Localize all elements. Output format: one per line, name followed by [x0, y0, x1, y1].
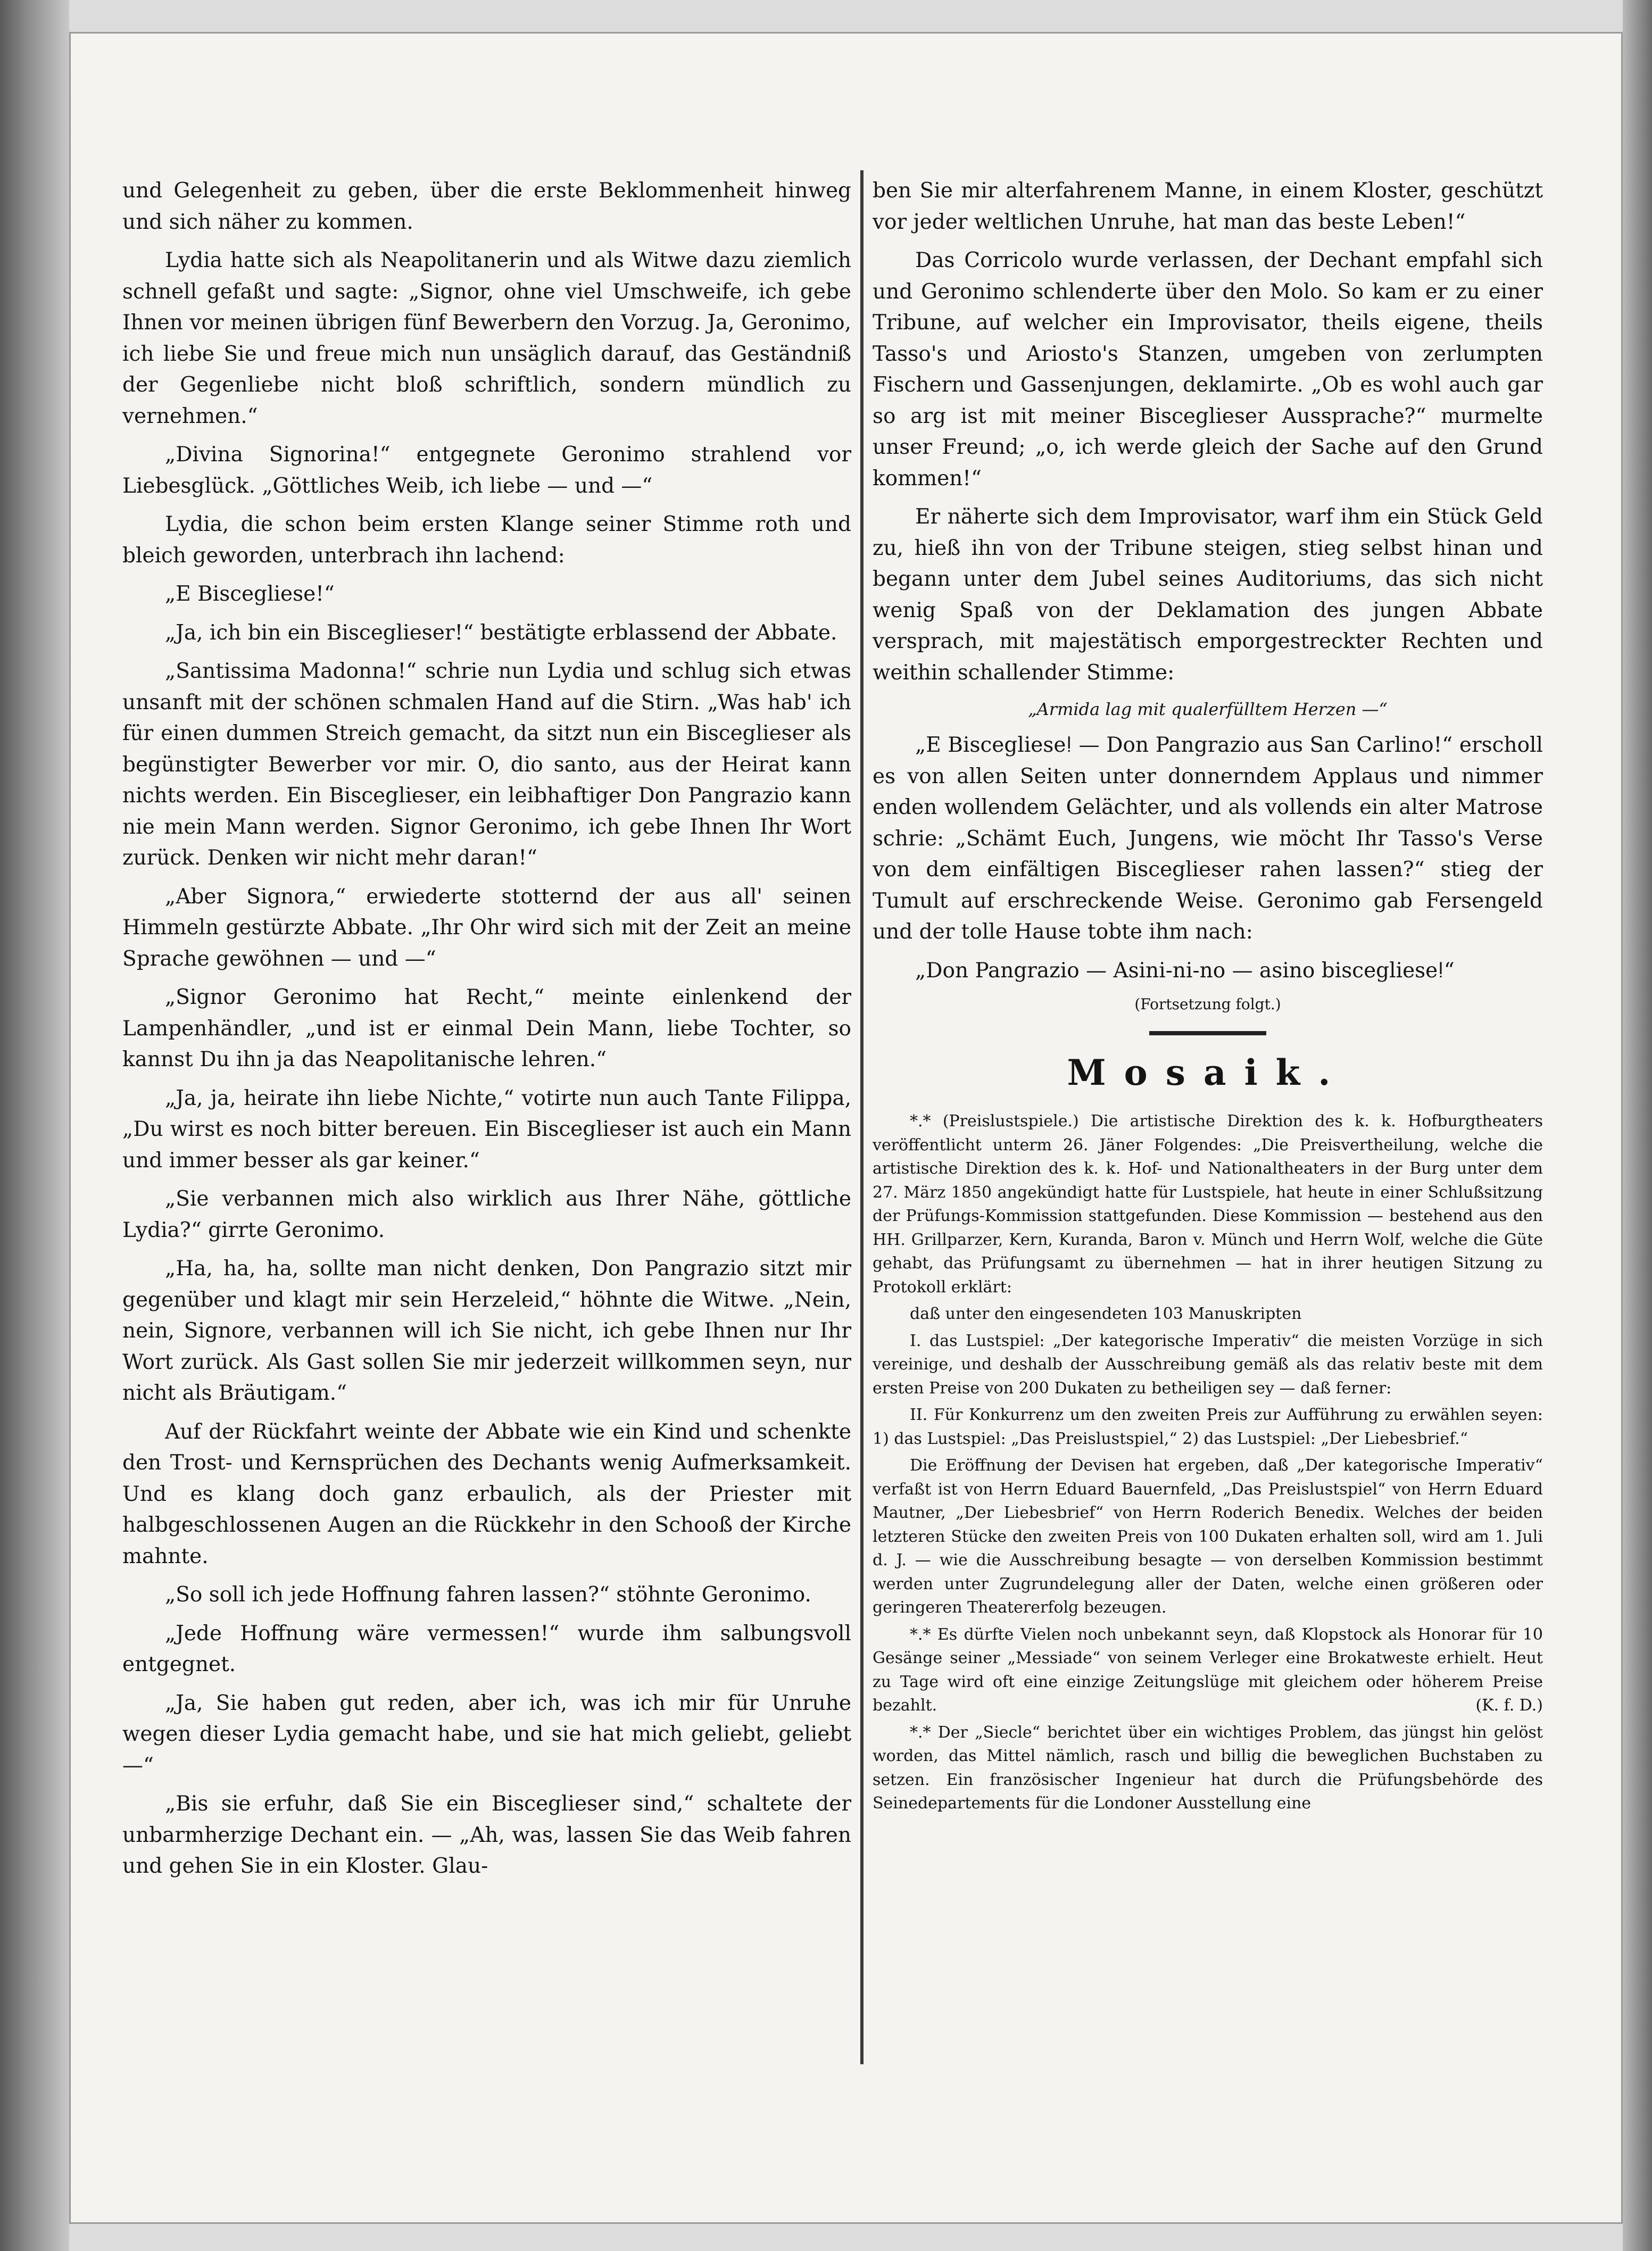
paragraph: „Signor Geronimo hat Recht,“ meinte einlenkend der Lampenhändler, „und ist er einmal Dein Mann, liebe Tochter, so kannst Du ihn ja das Neapolitanische lehren.“	[122, 985, 851, 1071]
paragraph: „Don Pangrazio — Asini-ni-no — asino bisceglieseǃ“	[915, 958, 1455, 983]
mosaic-item-text: *.* Es dürfte Vielen noch unbekannt seyn, daß Klopstock als Honorar für 10 Gesänge seiner „Messiade“ von seinem Verleger eine Brokatweste erhielt. Heut zu Tage wird oft eine einzige Zeitungslüge mit gleichem oder höherem Preise bezahlt.	[873, 1625, 1543, 1715]
paragraph: „Santissima Madonna!“ schrie nun Lydia und schlug sich etwas unsanft mit der schönen schmalen Hand auf die Stirn. „Was hab' ich für einen dummen Streich gemacht, da sitzt nun ein Bisceglieser als begünstigter Bewerber vor mir. O, dio santo, aus der Heirat kann nichts werden. Ein Bisceglieser, ein leibhaftiger Don Pangrazio kann nie mein Mann werden. Signor Geronimo, ich gebe Ihnen Ihr Wort zurück. Denken wir nicht mehr daran!“	[122, 659, 851, 870]
paragraph: „Ja, ja, heirate ihn liebe Nichte,“ votirte nun auch Tante Filippa, „Du wirst es noch bitter bereuen. Ein Bisceglieser ist auch ein Mann und immer besser als gar keiner.“	[122, 1086, 851, 1173]
column-divider	[860, 170, 864, 2064]
paragraph: ben Sie mir alterfahrenem Manne, in einem Kloster, geschützt vor jeder weltlichen Unruhe, hat man das beste Leben!“	[873, 179, 1543, 234]
paragraph: „Jede Hoffnung wäre vermessen!“ wurde ihm salbungsvoll entgegnet.	[122, 1621, 851, 1676]
mosaic-item: daß unter den eingesendeten 103 Manuskripten	[910, 1305, 1302, 1323]
paragraph: Auf der Rückfahrt weinte der Abbate wie ein Kind und schenkte den Trost- und Kernsprüchen des Dechants wenig Aufmerksamkeit. Und es klang doch ganz erbaulich, als der Priester mit halbgeschlossenen Augen an die Rückkehr in den Schooß der Kirche mahnte.	[122, 1419, 851, 1568]
mosaic-item: *.* (Preislustspiele.) Die artistische Direktion des k. k. Hofburgtheaters veröffentlicht unterm 26. Jäner Folgendes: „Die Preisvertheilung, welche die artistische Direktion des k. k. Hof- und Nationaltheaters in der Burg unter dem 27. März 1850 angekündigt hatte für Lustspiele, hat heute in einer Schlußsitzung der Prüfungs-Kommission stattgefunden. Diese Kommission — bestehend aus den HH. Grillparzer, Kern, Kuranda, Baron v. Münch und Herrn Wolf, welche die Güte gehabt, das Prüfungsamt zu übernehmen — hat in ihrer heutigen Sitzung zu Protokoll erklärt:	[873, 1112, 1543, 1297]
scan-right-edge	[1623, 0, 1652, 2251]
paragraph: Lydia hatte sich als Neapolitanerin und als Witwe dazu ziemlich schnell gefaßt und sagte: „Signor, ohne viel Umschweife, ich gebe Ihnen vor meinen übrigen fünf Bewerbern den Vorzug. Ja, Geronimo, ich liebe Sie und freue mich nun unsäglich darauf, das Geständniß der Gegenliebe nicht bloß schriftlich, sondern mündlich zu vernehmen.“	[122, 248, 851, 428]
paragraph: „Ha, ha, ha, sollte man nicht denken, Don Pangrazio sitzt mir gegenüber und klagt mir sein Herzeleid,“ höhnte die Witwe. „Nein, nein, Signore, verbannen will ich Sie nicht, ich gebe Ihnen nur Ihr Wort zurück. Als Gast sollen Sie mir jederzeit willkommen seyn, nur nicht als Bräutigam.“	[122, 1257, 851, 1405]
paragraph: „Divina Signorina!“ entgegnete Geronimo strahlend vor Liebesglück. „Göttliches Weib, ich liebe — und —“	[122, 443, 851, 498]
paragraph: „So soll ich jede Hoffnung fahren lassen?“ stöhnte Geronimo.	[165, 1583, 811, 1607]
paragraph: Er näherte sich dem Improvisator, warf ihm ein Stück Geld zu, hieß ihn von der Tribune steigen, stieg selbst hinan und begann unter dem Jubel seines Auditoriums, das sich nicht wenig Spaß von der Deklamation des jungen Abbate versprach, mit majestätisch emporgestreckter Rechten und weithin schallender Stimme:	[873, 505, 1543, 685]
paragraph: und Gelegenheit zu geben, über die erste Beklommenheit hinweg und sich näher zu kommen.	[122, 179, 851, 234]
paragraph: „E Bisceglieseǃ — Don Pangrazio aus San Carlino!“ erscholl es von allen Seiten unter donnerndem Applaus und nimmer enden wollendem Gelächter, und als vollends ein alter Matrose schrie: „Schämt Euch, Jungens, wie möcht Ihr Tasso's Verse von dem einfältigen Bisceglieser rahen lassen?“ stieg der Tumult auf erschreckende Weise. Geronimo gab Fersengeld und der tolle Hause tobte ihm nach:	[873, 733, 1543, 944]
paragraph: „Ja, ich bin ein Bisceglieser!“ bestätigte erblassend der Abbate.	[165, 620, 837, 645]
paragraph: Lydia, die schon beim ersten Klange seiner Stimme roth und bleich geworden, unterbrach ihn lachend:	[122, 512, 851, 568]
mosaic-item: Die Eröffnung der Devisen hat ergeben, daß „Der kategorische Imperativ“ verfaßt ist von Herrn Eduard Bauernfeld, „Das Preislustspiel“ von Herrn Eduard Mautner, „Der Liebesbrief“ von Herrn Roderich Benedix. Welches der beiden letzteren Stücke den zweiten Preis von 100 Dukaten erhalten soll, wird am 1. Juli d. J. — wie die Ausschreibung besagte — von derselben Kommission bestimmt werden unter Zugrundelegung aller der Daten, welche einen größeren oder geringeren Theatererfolg bezeugen.	[873, 1456, 1543, 1617]
left-column	[122, 176, 851, 1890]
mosaic-item: *.* Der „Siecle“ berichtet über ein wichtiges Problem, das jüngst hin gelöst worden, das Mittel nämlich, rasch und billig die beweglichen Buchstaben zu setzen. Ein französischer Ingenieur hat durch die Prüfungsbehörde des Seinedepartements für die Londoner Ausstellung eine	[873, 1723, 1543, 1813]
paragraph: „E Biscegliese!“	[165, 582, 335, 606]
paragraph: „Bis sie erfuhr, daß Sie ein Bisceglieser sind,“ schaltete der unbarmherzige Dechant ein. — „Ah, was, lassen Sie das Weib fahren und gehen Sie in ein Kloster. Glau-	[122, 1792, 851, 1878]
paragraph: „Aber Signora,“ erwiederte stotternd der aus all' seinen Himmeln gestürzte Abbate. „Ihr Ohr wird sich mit der Zeit an meine Sprache gewöhnen — und —“	[122, 884, 851, 971]
mosaic-item: II. Für Konkurrenz um den zweiten Preis zur Aufführung zu erwählen seyen: 1) das Lustspiel: „Das Preislustspiel,“ 2) das Lustspiel: „Der Liebesbrief.“	[873, 1406, 1543, 1448]
section-heading: Mosaik.	[1067, 1052, 1349, 1093]
continuation-note: (Fortsetzung folgt.)	[1134, 995, 1281, 1013]
section-rule	[1149, 1031, 1266, 1035]
mosaic-item: I. das Lustspiel: „Der kategorische Imperativ“ die meisten Vorzüge in sich vereinige, und deshalb der Ausschreibung gemäß als das relativ beste mit dem ersten Preise von 200 Dukaten zu betheiligen sey — daß ferner:	[873, 1331, 1543, 1398]
mosaic-item	[873, 1623, 1543, 1718]
paragraph: „Ja, Sie haben gut reden, aber ich, was ich mir für Unruhe wegen dieser Lydia gemacht habe, und sie hat mich geliebt, geliebt —“	[122, 1691, 851, 1777]
verse-quote: „Armida lag mit qualerfülltem Herzen —“	[1028, 699, 1388, 719]
right-column	[873, 176, 1543, 1819]
source-signature: (K. f. D.)	[1475, 1696, 1543, 1715]
scan-left-edge	[0, 0, 69, 2251]
paragraph: Das Corricolo wurde verlassen, der Dechant empfahl sich und Geronimo schlenderte über den Molo. So kam er zu einer Tribune, auf welcher ein Improvisator, theils eigene, theils Tasso's und Ariosto's Stanzen, umgeben von zerlumpten Fischern und Gassenjungen, deklamirte. „Ob es wohl auch gar so arg ist mit meiner Bisceglieser Aussprache?“ murmelte unser Freund; „o, ich werde gleich der Sache auf den Grund kommen!“	[873, 248, 1543, 491]
paragraph: „Sie verbannen mich also wirklich aus Ihrer Nähe, göttliche Lydia?“ girrte Geronimo.	[122, 1187, 851, 1242]
